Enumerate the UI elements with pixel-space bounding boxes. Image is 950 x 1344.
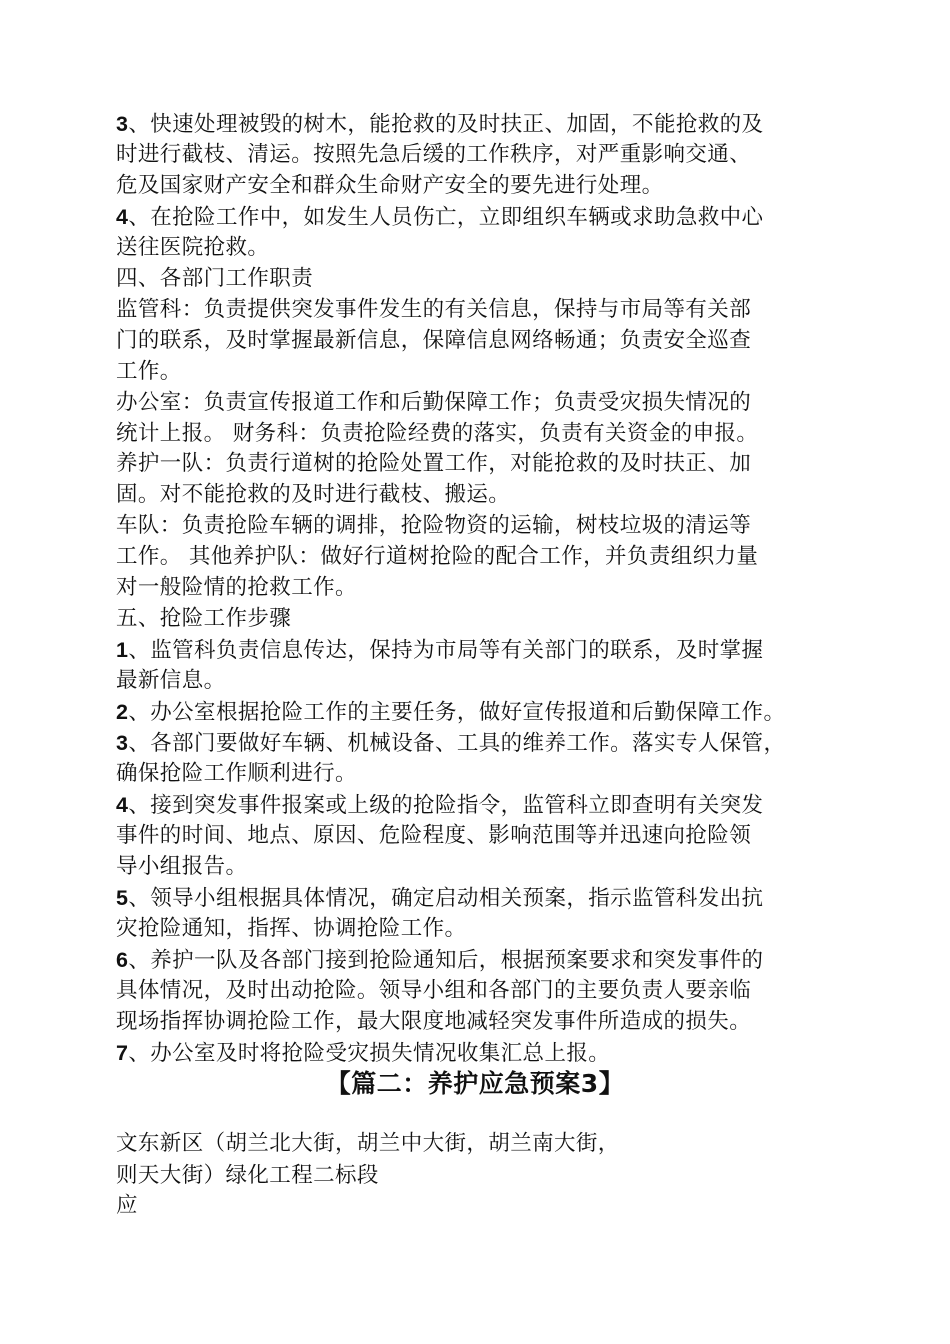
text-line: 灾抢险通知，指挥、协调抢险工作。: [116, 916, 467, 941]
text-line: 具体情况，及时出动抢险。领导小组和各部门的主要负责人要亲临: [116, 978, 752, 1003]
text-line: 监管科：负责提供突发事件发生的有关信息，保持与市局等有关部: [116, 297, 752, 322]
text-line: 办公室：负责宣传报道工作和后勤保障工作；负责受灾损失情况的: [116, 390, 752, 415]
text-line: 4、接到突发事件报案或上级的抢险指令，监管科立即查明有关突发: [116, 793, 764, 818]
text-line: 送往医院抢救。: [116, 235, 270, 260]
text-line: 五、抢险工作步骤: [116, 606, 292, 631]
text-line: 3、快速处理被毁的树木，能抢救的及时扶正、加固，不能抢救的及: [116, 112, 764, 137]
text-line: 4、在抢险工作中，如发生人员伤亡，立即组织车辆或求助急救中心: [116, 205, 764, 230]
text-line: 固。对不能抢救的及时进行截枝、搬运。: [116, 482, 511, 507]
text-line: 3、各部门要做好车辆、机械设备、工具的维养工作。落实专人保管，: [116, 731, 786, 756]
section-heading: 【篇二：养护应急预案3】: [325, 1069, 625, 1098]
text-line: 7、办公室及时将抢险受灾损失情况收集汇总上报。: [116, 1041, 611, 1066]
text-line: 6、养护一队及各部门接到抢险通知后，根据预案要求和突发事件的: [116, 948, 764, 973]
text-line: 现场指挥协调抢险工作，最大限度地减轻突发事件所造成的损失。: [116, 1009, 752, 1034]
text-line: 时进行截枝、清运。按照先急后缓的工作秩序，对严重影响交通、: [116, 142, 752, 167]
text-line: 确保抢险工作顺利进行。: [116, 761, 357, 786]
text-line: 文东新区（胡兰北大街，胡兰中大街，胡兰南大街，: [116, 1131, 620, 1156]
text-line: 最新信息。: [116, 668, 226, 693]
text-line: 车队：负责抢险车辆的调排，抢险物资的运输，树枝垃圾的清运等: [116, 513, 752, 538]
text-line: 门的联系，及时掌握最新信息，保障信息网络畅通；负责安全巡查: [116, 328, 752, 353]
text-line: 5、领导小组根据具体情况，确定启动相关预案，指示监管科发出抗: [116, 886, 764, 911]
text-line: 应: [116, 1193, 138, 1218]
text-line: 导小组报告。: [116, 854, 248, 879]
text-line: 统计上报。 财务科：负责抢险经费的落实，负责有关资金的申报。: [116, 421, 759, 446]
text-line: 事件的时间、地点、原因、危险程度、影响范围等并迅速向抢险领: [116, 823, 752, 848]
text-line: 工作。: [116, 359, 182, 384]
text-line: 1、监管科负责信息传达，保持为市局等有关部门的联系，及时掌握: [116, 638, 764, 663]
text-line: 2、办公室根据抢险工作的主要任务，做好宣传报道和后勤保障工作。: [116, 700, 786, 725]
text-line: 则天大街）绿化工程二标段: [116, 1163, 379, 1188]
text-line: 工作。 其他养护队：做好行道树抢险的配合工作，并负责组织力量: [116, 544, 759, 569]
text-line: 危及国家财产安全和群众生命财产安全的要先进行处理。: [116, 173, 664, 198]
text-line: 养护一队：负责行道树的抢险处置工作，对能抢救的及时扶正、加: [116, 451, 752, 476]
text-line: 对一般险情的抢救工作。: [116, 575, 357, 600]
text-line: 四、各部门工作职责: [116, 266, 314, 291]
